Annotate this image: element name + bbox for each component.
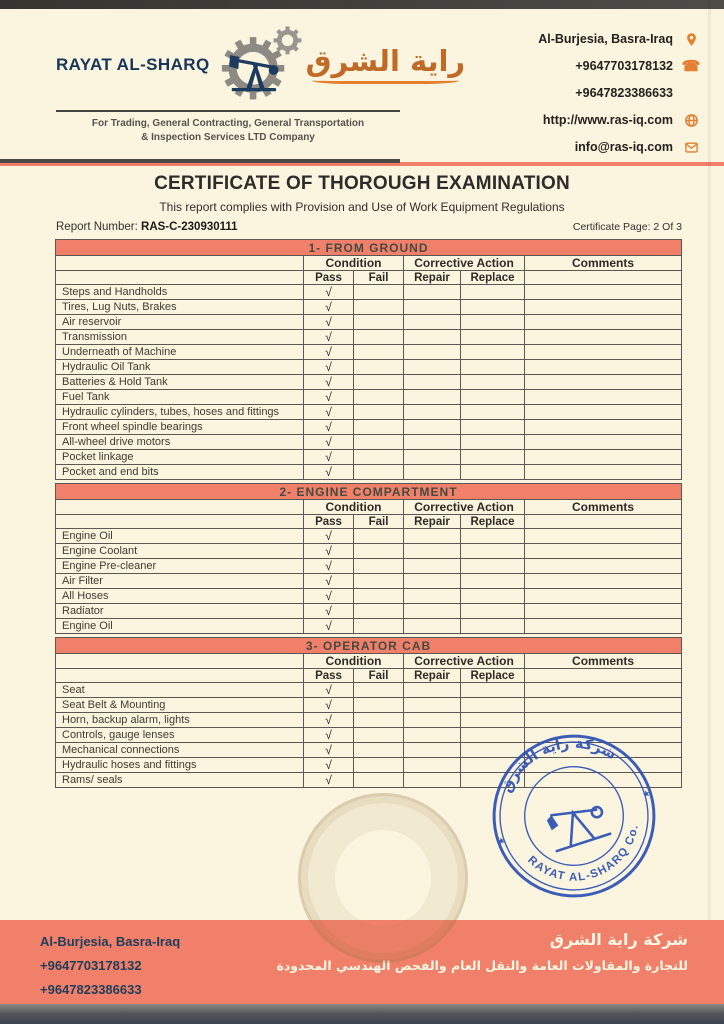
- repair-mark-cell: [404, 758, 461, 773]
- sub-header-row: [56, 669, 682, 683]
- replace-mark-cell: [461, 713, 525, 728]
- stamp-pumpjack-icon: [546, 800, 610, 851]
- repair-mark-cell: [404, 713, 461, 728]
- contact-phone1-row: [538, 57, 700, 75]
- fail-mark-cell: [354, 435, 404, 450]
- repair-mark-cell: [404, 315, 461, 330]
- repair-mark-cell: [404, 574, 461, 589]
- repair-header: Repair: [404, 515, 461, 529]
- inspection-row: [56, 360, 682, 375]
- item-name-cell: Transmission: [56, 330, 304, 345]
- comments-cell: [525, 450, 682, 465]
- pass-header: Pass: [304, 515, 354, 529]
- replace-mark-cell: [461, 574, 525, 589]
- pass-mark-cell: √: [304, 713, 354, 728]
- inspection-row: [56, 300, 682, 315]
- pass-mark-cell: √: [304, 529, 354, 544]
- inspection-row: [56, 435, 682, 450]
- item-name-cell: Engine Coolant: [56, 544, 304, 559]
- comments-cell: [525, 315, 682, 330]
- certificate-page-indicator: Certificate Page: 2 Of 3: [572, 221, 682, 233]
- comments-cell: [525, 574, 682, 589]
- gear-pumpjack-logo-icon: [212, 24, 304, 106]
- item-name-cell: Engine Pre-cleaner: [56, 559, 304, 574]
- inspection-row: [56, 315, 682, 330]
- inspection-row: [56, 285, 682, 300]
- replace-mark-cell: [461, 345, 525, 360]
- inspection-row: [56, 589, 682, 604]
- contact-email-row: [538, 138, 700, 156]
- fail-mark-cell: [354, 360, 404, 375]
- inspection-row: [56, 450, 682, 465]
- group-header-row: [56, 500, 682, 515]
- repair-mark-cell: [404, 465, 461, 480]
- repair-mark-cell: [404, 435, 461, 450]
- inspection-sections: [55, 239, 681, 791]
- phone2-text: +9647823386633: [575, 86, 673, 100]
- fail-mark-cell: [354, 390, 404, 405]
- footer-description-arabic: للتجارة والمقاولات العامة والنقل العام والفحص الهندسي المحدودة: [276, 958, 688, 973]
- corrective-action-header: Corrective Action: [404, 256, 525, 271]
- section-title: 2- ENGINE COMPARTMENT: [56, 484, 682, 500]
- fail-mark-cell: [354, 758, 404, 773]
- blank-header-cell: [56, 500, 304, 515]
- company-name-english: RAYAT AL-SHARQ: [56, 55, 210, 74]
- pass-mark-cell: √: [304, 285, 354, 300]
- phone1-text: +9647703178132: [575, 59, 673, 73]
- pass-mark-cell: √: [304, 743, 354, 758]
- repair-mark-cell: [404, 300, 461, 315]
- fail-mark-cell: [354, 559, 404, 574]
- sub-header-row: [56, 271, 682, 285]
- pass-mark-cell: √: [304, 345, 354, 360]
- replace-mark-cell: [461, 330, 525, 345]
- pass-mark-cell: √: [304, 728, 354, 743]
- document-subtitle: This report complies with Provision and Use of Work Equipment Regulations: [159, 200, 565, 214]
- header-separator: [0, 159, 724, 168]
- condition-header: Condition: [304, 500, 404, 515]
- footer-phone2: +9647823386633: [40, 982, 142, 998]
- scan-edge-top: [0, 0, 724, 9]
- inspection-row: [56, 465, 682, 480]
- comments-cell: [525, 345, 682, 360]
- replace-header: Replace: [461, 271, 525, 285]
- blank-header-cell: [56, 669, 304, 683]
- pass-mark-cell: √: [304, 604, 354, 619]
- repair-mark-cell: [404, 544, 461, 559]
- fail-mark-cell: [354, 683, 404, 698]
- fail-mark-cell: [354, 574, 404, 589]
- company-tagline-line2: & Inspection Services LTD Company: [141, 132, 315, 143]
- company-name-arabic: راية الشرق: [305, 43, 466, 78]
- item-name-cell: Steps and Handholds: [56, 285, 304, 300]
- replace-mark-cell: [461, 559, 525, 574]
- comments-header: Comments: [525, 654, 682, 669]
- logo-swoosh: [312, 77, 459, 84]
- location-pin-icon: [682, 32, 700, 47]
- item-name-cell: Horn, backup alarm, lights: [56, 713, 304, 728]
- repair-mark-cell: [404, 405, 461, 420]
- item-name-cell: Underneath of Machine: [56, 345, 304, 360]
- pass-mark-cell: √: [304, 589, 354, 604]
- report-number-label: Report Number:: [56, 221, 138, 233]
- comments-cell: [525, 604, 682, 619]
- fail-header: Fail: [354, 515, 404, 529]
- pass-mark-cell: √: [304, 773, 354, 788]
- replace-mark-cell: [461, 544, 525, 559]
- inspection-row: [56, 529, 682, 544]
- inspection-row: [56, 619, 682, 634]
- blank-header-cell: [525, 271, 682, 285]
- footer-company-arabic: شركة راية الشرق: [549, 930, 688, 949]
- repair-mark-cell: [404, 773, 461, 788]
- pass-mark-cell: √: [304, 698, 354, 713]
- replace-mark-cell: [461, 465, 525, 480]
- blank-header-cell: [56, 256, 304, 271]
- section-title: 1- FROM GROUND: [56, 240, 682, 256]
- fail-mark-cell: [354, 604, 404, 619]
- replace-header: Replace: [461, 669, 525, 683]
- contact-info-block: [538, 30, 700, 156]
- fail-mark-cell: [354, 420, 404, 435]
- fail-mark-cell: [354, 589, 404, 604]
- comments-cell: [525, 330, 682, 345]
- pass-mark-cell: √: [304, 758, 354, 773]
- pass-mark-cell: √: [304, 435, 354, 450]
- company-logo-block: [56, 24, 466, 145]
- comments-cell: [525, 375, 682, 390]
- item-name-cell: Controls, gauge lenses: [56, 728, 304, 743]
- section-title-row: [56, 240, 682, 256]
- inspection-row: [56, 420, 682, 435]
- item-name-cell: Pocket and end bits: [56, 465, 304, 480]
- fail-mark-cell: [354, 300, 404, 315]
- repair-header: Repair: [404, 669, 461, 683]
- footer-phone1: +9647703178132: [40, 958, 142, 974]
- pass-mark-cell: √: [304, 574, 354, 589]
- report-number-value: RAS-C-230930111: [141, 221, 238, 233]
- fail-mark-cell: [354, 405, 404, 420]
- fail-mark-cell: [354, 743, 404, 758]
- pass-mark-cell: √: [304, 405, 354, 420]
- group-header-row: [56, 654, 682, 669]
- sub-header-row: [56, 515, 682, 529]
- item-name-cell: Front wheel spindle bearings: [56, 420, 304, 435]
- item-name-cell: Hydraulic hoses and fittings: [56, 758, 304, 773]
- repair-mark-cell: [404, 345, 461, 360]
- pass-mark-cell: √: [304, 390, 354, 405]
- comments-cell: [525, 285, 682, 300]
- footer-address: Al-Burjesia, Basra-Iraq: [40, 934, 181, 949]
- fail-mark-cell: [354, 315, 404, 330]
- repair-mark-cell: [404, 619, 461, 634]
- item-name-cell: Fuel Tank: [56, 390, 304, 405]
- fail-mark-cell: [354, 345, 404, 360]
- blank-header-cell: [56, 654, 304, 669]
- repair-mark-cell: [404, 529, 461, 544]
- item-name-cell: Tires, Lug Nuts, Brakes: [56, 300, 304, 315]
- fail-mark-cell: [354, 450, 404, 465]
- inspection-row: [56, 544, 682, 559]
- inspection-row: [56, 574, 682, 589]
- inspection-row: [56, 604, 682, 619]
- pass-mark-cell: √: [304, 315, 354, 330]
- item-name-cell: All-wheel drive motors: [56, 435, 304, 450]
- replace-mark-cell: [461, 683, 525, 698]
- group-header-row: [56, 256, 682, 271]
- repair-mark-cell: [404, 698, 461, 713]
- stamp-english-text: RAYAT AL-SHARQ Co.: [525, 823, 642, 884]
- item-name-cell: Batteries & Hold Tank: [56, 375, 304, 390]
- replace-mark-cell: [461, 300, 525, 315]
- replace-mark-cell: [461, 698, 525, 713]
- pass-mark-cell: √: [304, 330, 354, 345]
- phone-icon: ☎: [681, 58, 701, 75]
- item-name-cell: Air Filter: [56, 574, 304, 589]
- fail-mark-cell: [354, 728, 404, 743]
- item-name-cell: Engine Oil: [56, 619, 304, 634]
- pass-mark-cell: √: [304, 360, 354, 375]
- stamp-arabic-text: شركة راية الشرق: [498, 735, 619, 796]
- replace-mark-cell: [461, 405, 525, 420]
- inspection-row: [56, 375, 682, 390]
- inspection-row: [56, 698, 682, 713]
- fail-mark-cell: [354, 773, 404, 788]
- comments-cell: [525, 698, 682, 713]
- pass-mark-cell: √: [304, 619, 354, 634]
- corrective-action-header: Corrective Action: [404, 654, 525, 669]
- replace-mark-cell: [461, 604, 525, 619]
- pass-mark-cell: √: [304, 420, 354, 435]
- repair-mark-cell: [404, 728, 461, 743]
- scan-edge-bottom: [0, 1004, 724, 1024]
- pass-mark-cell: √: [304, 450, 354, 465]
- comments-cell: [525, 529, 682, 544]
- repair-mark-cell: [404, 390, 461, 405]
- inspection-row: [56, 559, 682, 574]
- fail-mark-cell: [354, 465, 404, 480]
- comments-header: Comments: [525, 256, 682, 271]
- replace-mark-cell: [461, 420, 525, 435]
- replace-mark-cell: [461, 435, 525, 450]
- pass-mark-cell: √: [304, 375, 354, 390]
- item-name-cell: Air reservoir: [56, 315, 304, 330]
- report-info-line: [56, 221, 682, 233]
- fail-mark-cell: [354, 285, 404, 300]
- comments-cell: [525, 420, 682, 435]
- inspection-row: [56, 330, 682, 345]
- inspection-table: [55, 239, 682, 480]
- corrective-action-header: Corrective Action: [404, 500, 525, 515]
- fail-mark-cell: [354, 529, 404, 544]
- repair-mark-cell: [404, 375, 461, 390]
- item-name-cell: Hydraulic cylinders, tubes, hoses and fittings: [56, 405, 304, 420]
- comments-cell: [525, 683, 682, 698]
- inspection-table: [55, 483, 682, 634]
- replace-header: Replace: [461, 515, 525, 529]
- fail-mark-cell: [354, 544, 404, 559]
- item-name-cell: Seat Belt & Mounting: [56, 698, 304, 713]
- stamp-star-left: ★: [496, 834, 508, 847]
- condition-header: Condition: [304, 654, 404, 669]
- repair-header: Repair: [404, 271, 461, 285]
- comments-cell: [525, 390, 682, 405]
- comments-cell: [525, 405, 682, 420]
- replace-mark-cell: [461, 315, 525, 330]
- contact-phone2-row: [538, 84, 700, 102]
- pass-mark-cell: √: [304, 544, 354, 559]
- repair-mark-cell: [404, 360, 461, 375]
- inspection-row: [56, 390, 682, 405]
- replace-mark-cell: [461, 728, 525, 743]
- pass-mark-cell: √: [304, 300, 354, 315]
- replace-mark-cell: [461, 390, 525, 405]
- repair-mark-cell: [404, 420, 461, 435]
- item-name-cell: Pocket linkage: [56, 450, 304, 465]
- repair-mark-cell: [404, 559, 461, 574]
- fail-mark-cell: [354, 330, 404, 345]
- pass-header: Pass: [304, 271, 354, 285]
- condition-header: Condition: [304, 256, 404, 271]
- fail-mark-cell: [354, 698, 404, 713]
- comments-cell: [525, 435, 682, 450]
- repair-mark-cell: [404, 683, 461, 698]
- section-title-row: [56, 484, 682, 500]
- blank-header-cell: [56, 271, 304, 285]
- company-tagline-line1: For Trading, General Contracting, General Transportation: [91, 118, 365, 129]
- comments-cell: [525, 465, 682, 480]
- replace-mark-cell: [461, 360, 525, 375]
- item-name-cell: All Hoses: [56, 589, 304, 604]
- stamp-star-right: ★: [640, 787, 652, 800]
- replace-mark-cell: [461, 589, 525, 604]
- comments-cell: [525, 300, 682, 315]
- fail-mark-cell: [354, 713, 404, 728]
- repair-mark-cell: [404, 450, 461, 465]
- contact-address-row: [538, 30, 700, 48]
- item-name-cell: Engine Oil: [56, 529, 304, 544]
- comments-cell: [525, 559, 682, 574]
- repair-mark-cell: [404, 604, 461, 619]
- pass-mark-cell: √: [304, 465, 354, 480]
- replace-mark-cell: [461, 619, 525, 634]
- item-name-cell: Hydraulic Oil Tank: [56, 360, 304, 375]
- replace-mark-cell: [461, 529, 525, 544]
- item-name-cell: Seat: [56, 683, 304, 698]
- replace-mark-cell: [461, 450, 525, 465]
- comments-cell: [525, 589, 682, 604]
- fail-mark-cell: [354, 619, 404, 634]
- fail-header: Fail: [354, 271, 404, 285]
- email-text: info@ras-iq.com: [574, 140, 673, 154]
- pass-header: Pass: [304, 669, 354, 683]
- item-name-cell: Mechanical connections: [56, 743, 304, 758]
- item-name-cell: Radiator: [56, 604, 304, 619]
- blank-header-cell: [525, 515, 682, 529]
- comments-header: Comments: [525, 500, 682, 515]
- replace-mark-cell: [461, 285, 525, 300]
- fail-header: Fail: [354, 669, 404, 683]
- inspection-row: [56, 405, 682, 420]
- comments-cell: [525, 360, 682, 375]
- repair-mark-cell: [404, 589, 461, 604]
- globe-icon: [682, 113, 700, 128]
- item-name-cell: Rams/ seals: [56, 773, 304, 788]
- inspection-row: [56, 345, 682, 360]
- logo-divider-line: [56, 110, 400, 112]
- section-title: 3- OPERATOR CAB: [56, 638, 682, 654]
- repair-mark-cell: [404, 743, 461, 758]
- envelope-icon: [682, 140, 700, 155]
- fail-mark-cell: [354, 375, 404, 390]
- comments-cell: [525, 544, 682, 559]
- blank-header-cell: [56, 515, 304, 529]
- website-text: http://www.ras-iq.com: [542, 113, 673, 127]
- inspection-row: [56, 683, 682, 698]
- address-text: Al-Burjesia, Basra-Iraq: [538, 32, 673, 46]
- comments-cell: [525, 619, 682, 634]
- pass-mark-cell: √: [304, 683, 354, 698]
- repair-mark-cell: [404, 330, 461, 345]
- document-title: CERTIFICATE OF THOROUGH EXAMINATION: [154, 173, 570, 194]
- section-title-row: [56, 638, 682, 654]
- replace-mark-cell: [461, 375, 525, 390]
- blank-header-cell: [525, 669, 682, 683]
- contact-website-row: [538, 111, 700, 129]
- repair-mark-cell: [404, 285, 461, 300]
- pass-mark-cell: √: [304, 559, 354, 574]
